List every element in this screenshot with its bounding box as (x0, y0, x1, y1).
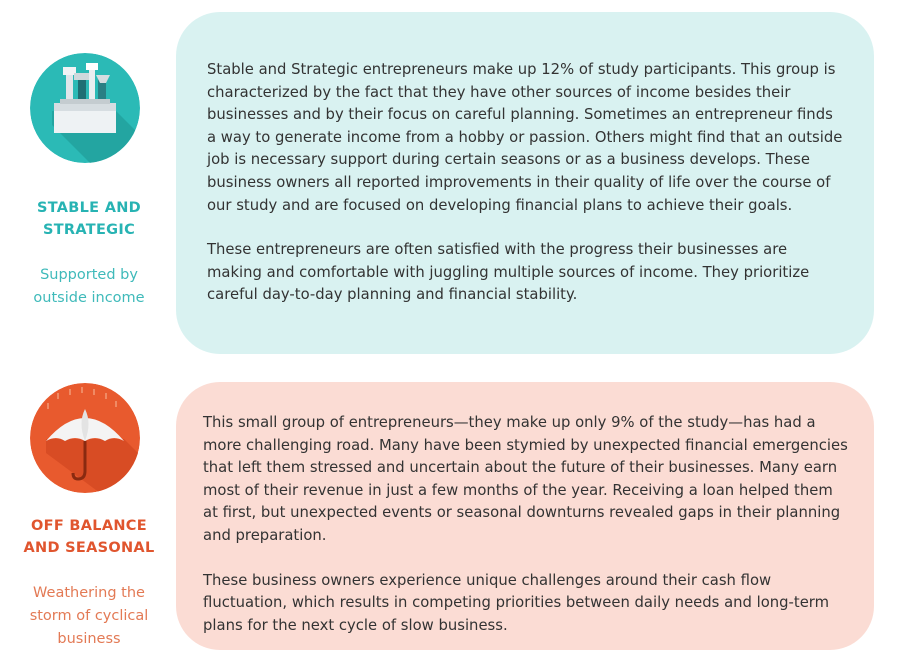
segment-subtitle: Supported by outside income (33, 267, 145, 306)
segment-subtitle: Weathering the storm of cyclical business (29, 585, 149, 647)
description-paragraph-2: These business owners experience unique challenges around their cash flow fluctuation, which results in competing priorities between daily needs and long-term plans for the next cycle of slow business. (203, 571, 830, 634)
description-paragraph-2: These entrepreneurs are often satisfied with the progress their businesses are making and comfortable with juggling multiple sources of income. They prioritize careful day-to-day planning and financial stability. (207, 241, 810, 304)
segment-title: OFF BALANCE AND SEASONAL (23, 518, 155, 556)
description-paragraph-1: This small group of entrepreneurs—they make up only 9% of the study—has had a more challenging road. Many have been stymied by unexpected financial emergencies that left them stressed and uncertain about the future of their businesses. Many earn most of their revenue in just a few months of the year. Receiving a loan helped them at first, but unexpected events or seasonal downturns revealed gaps in their planning and preparation. (203, 414, 848, 544)
segment-off-balance-seasonal (0, 372, 918, 660)
umbrella-icon (30, 383, 140, 493)
description-bubble (176, 12, 874, 354)
description-bubble (176, 382, 874, 650)
description-paragraph-1: Stable and Strategic entrepreneurs make up 12% of study participants. This group is characterized by the fact that they have other sources of income besides their businesses and by their focus on careful planning. Sometimes an entrepreneur finds a way to generate income from a hobby or passion. Others might find that an outside job is necessary support during certain seasons or as a business develops. These business owners all reported improvements in their quality of life over the course of our study and are focused on developing financial plans to achieve their goals. (207, 61, 843, 214)
segment-title: STABLE AND STRATEGIC (36, 200, 142, 238)
toolbox-icon (30, 53, 140, 163)
